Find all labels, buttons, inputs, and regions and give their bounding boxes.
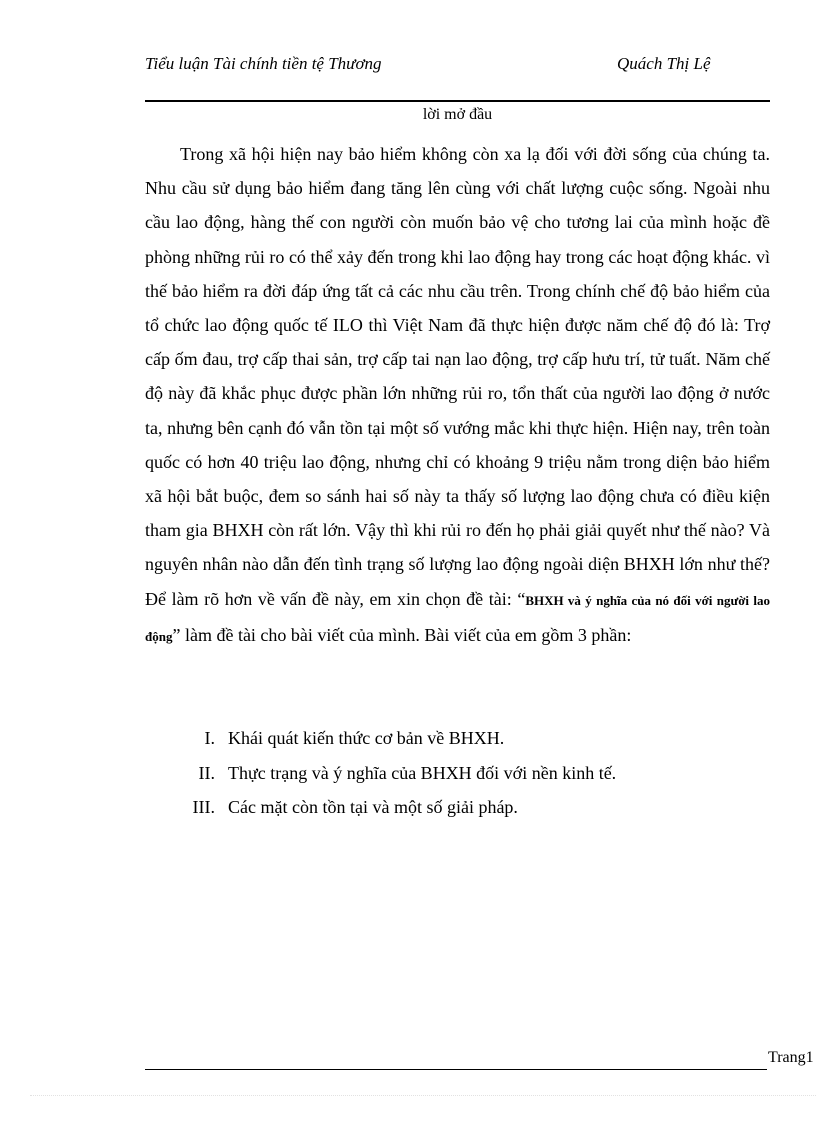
page-header [145, 53, 770, 102]
list-item-number: III. [192, 797, 215, 817]
list-item-number: II. [198, 762, 215, 783]
list-item-text: Thực trạng và ý nghĩa của BHXH đối với nền kinh tế. [228, 762, 617, 783]
intro-body [145, 137, 770, 654]
list-item [145, 721, 770, 756]
topic-title: BHXH và ý nghĩa của nó đối với người lao động [145, 592, 770, 644]
intro-paragraph-main: Trong xã hội hiện nay bảo hiểm không còn xa lạ đối với đời sống của chúng ta. Nhu cầu sử dụng bảo hiểm đang tăng lên cùng với chất lượng cuộc sống. Ngoài nhu cầu lao động, hàng thế con người còn muốn bảo vệ cho tương lai của mình hoặc đề phòng những rủi ro có thể xảy đến trong khi lao động hay trong các hoạt động khác. vì thế bảo hiểm ra đời đáp ứng tất cả các nhu cầu trên. Trong chính chế độ bảo hiểm của tổ chức lao động quốc tế ILO thì Việt Nam đã thực hiện được năm chế độ đó là: Trợ cấp ốm đau, trợ cấp thai sản, trợ cấp tai nạn lao động, trợ cấp hưu trí, tử tuất. Năm chế độ này đã khắc phục được phần lớn những rủi ro, tổn thất của người lao động ở nước ta, nhưng bên cạnh đó vẫn tồn tại một số vướng mắc khi thực hiện. Hiện nay, trên toàn quốc có hơn 40 triệu lao động, nhưng chỉ có khoảng 9 triệu nằm trong diện bảo hiểm xã hội bắt buộc, đem so sánh hai số này ta thấy số lượng lao động chưa có điều kiện tham gia BHXH còn rất lớn. Vậy thì khi rủi ro đến họ phải giải quyết như thế nào? Và nguyên nhân nào dẫn đến tình trạng số lượng lao động ngoài diện BHXH lớn như thế? Để làm rõ hơn về vấn đề này, em xin chọn đề tài: “ [145, 144, 770, 609]
footer-rule [145, 1069, 767, 1070]
page-bottom-edge [30, 1095, 816, 1096]
list-item [145, 790, 770, 825]
section-title: lời mở đầu [422, 106, 493, 123]
page-number: Trang1 [768, 1049, 814, 1066]
intro-paragraph-tail: ” làm đề tài cho bài viết của mình. Bài viết của em gồm 3 phần: [172, 624, 632, 645]
section-list [145, 721, 770, 825]
list-item-text: Các mặt còn tồn tại và một số giải pháp. [228, 797, 518, 817]
list-item-text: Khái quát kiến thức cơ bản về BHXH. [228, 728, 505, 748]
header-author-name: Quách Thị Lệ [617, 54, 711, 73]
list-item-number: I. [204, 728, 215, 748]
intro-paragraph [145, 137, 770, 654]
header-course-title: Tiểu luận Tài chính tiền tệ Thương [145, 54, 382, 73]
list-item [145, 756, 770, 791]
